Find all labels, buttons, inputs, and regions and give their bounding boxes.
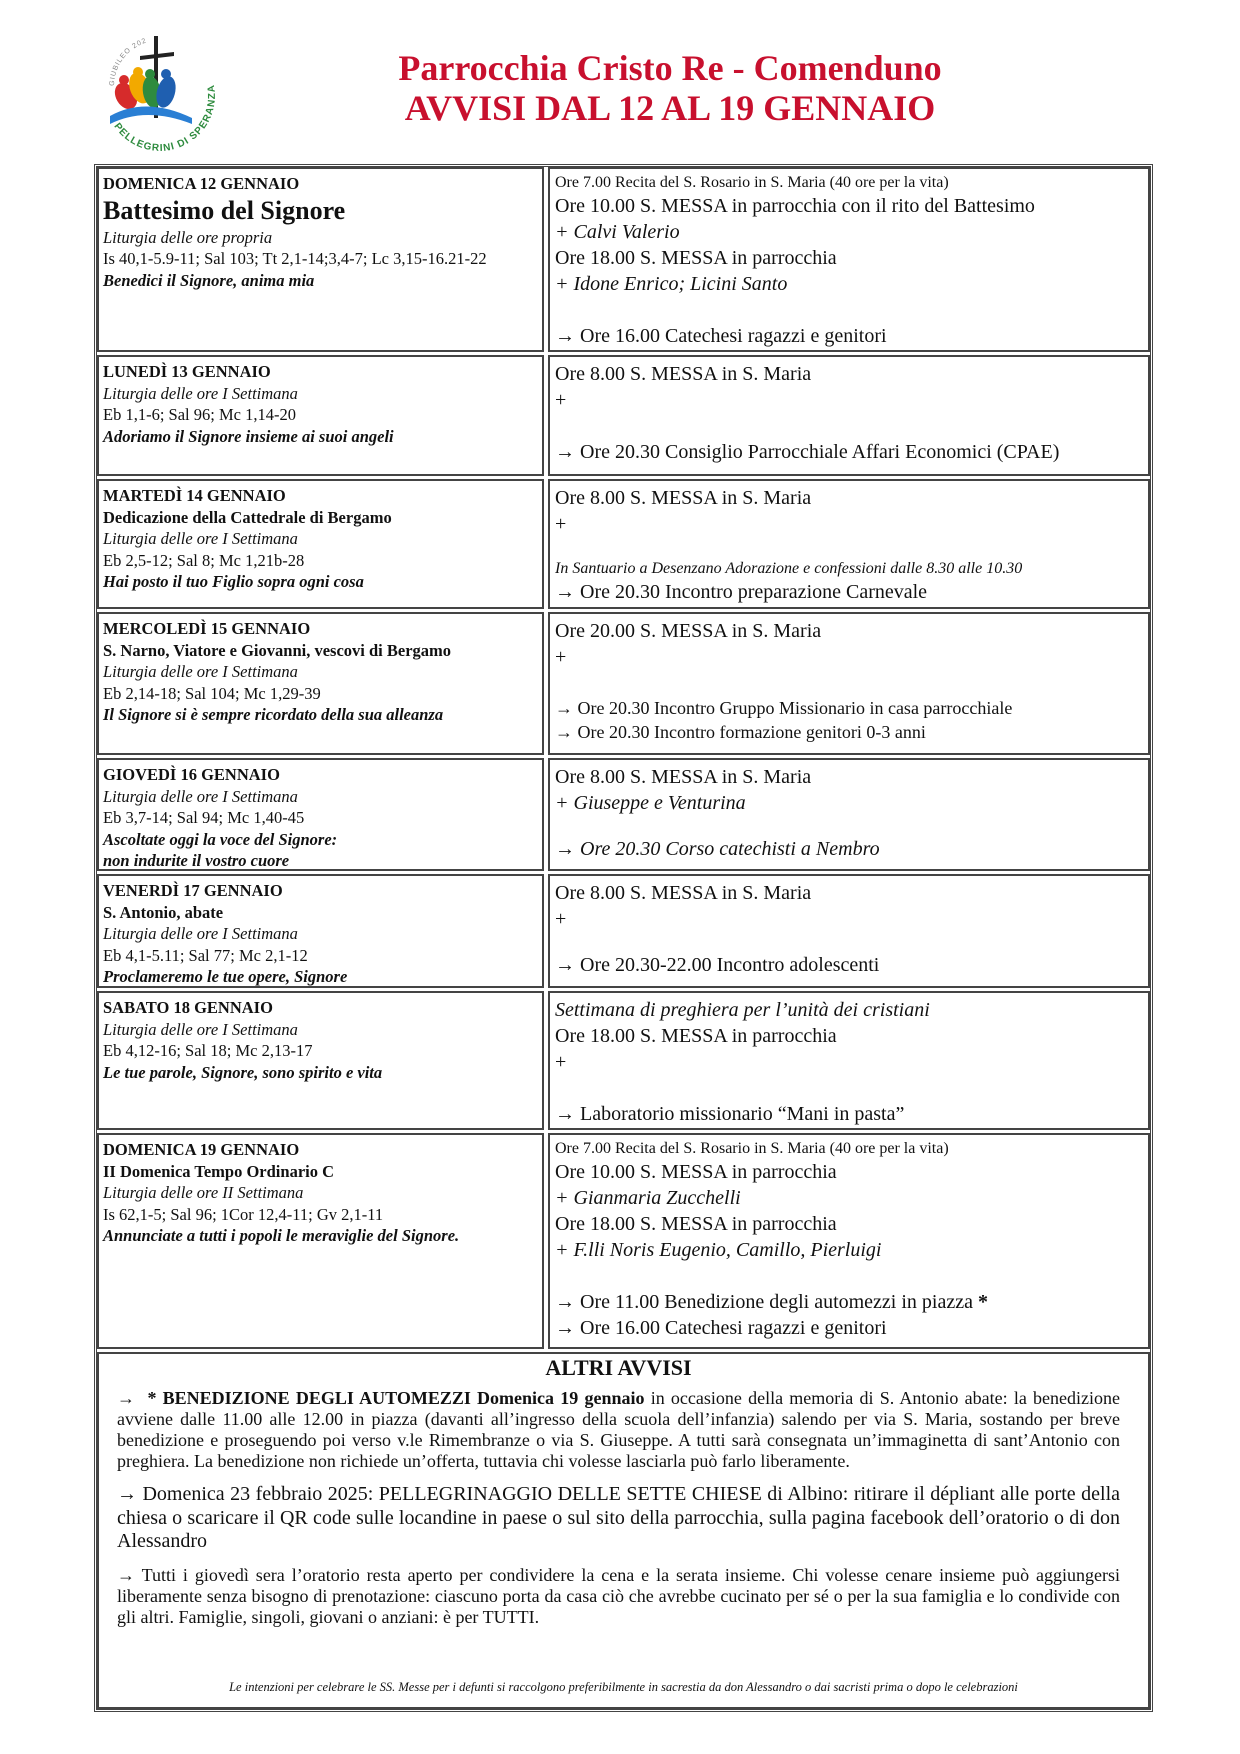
notice-pilgrimage: → Domenica 23 febbraio 2025: PELLEGRINAGGIO DELLE SETTE CHIESE di Albino: ritirare il dépliant alle porte della chiesa o scaricare il QR code sulle locandine in paese o sul sito della parrocchia, sulla pagina facebook dell’oratorio o di don Alessandro xyxy=(117,1483,1120,1552)
notice-vehicles: → * BENEDIZIONE DEGLI AUTOMEZZI Domenica 19 gennaio in occasione della memoria di S. Antonio abate: la benedizione avviene dalle 11.00 alle 12.00 in piazza (davanti all’ingresso della scuola dell’infanzia) salendo per via S. Maria, sostando per breve benedizione e proseguendo poi verso v.le Rimembranze o via S. Giuseppe. A tutti sarà consegnata un’immaginetta di sant’Antonio con preghiera. La benedizione non richiede un’offerta, tuttavia chi volesse lasciarla può farlo liberamente. xyxy=(117,1388,1121,1471)
jubilee-cross-figures-icon xyxy=(96,26,226,156)
day-row-19 xyxy=(97,1133,1150,1349)
rosary-line: Ore 7.00 Recita del S. Rosario in S. Maria (40 ore per la vita) xyxy=(555,1140,949,1157)
day-label: MARTEDÌ 14 GENNAIO xyxy=(103,486,286,505)
notice-oratorio: → Tutti i giovedì sera l’oratorio resta aperto per condividere la cena e la serata insieme. Chi volesse cenare insieme può aggiungersi liberamente senza bisogno di prenotazione: ciascuno porta da casa ciò che avrebbe cucinato per sé o per la sua famiglia e lo condivide con gli altri. Famiglie, singoli, giovani o anziani: è per TUTTI. xyxy=(117,1564,1120,1627)
day-info-cell xyxy=(97,758,544,871)
arrow-icon: → xyxy=(117,1483,137,1505)
mass-line: Ore 18.00 S. MESSA in parrocchia xyxy=(555,247,837,269)
readings: Eb 3,7-14; Sal 94; Mc 1,40-45 xyxy=(103,808,305,827)
arrow-icon: → xyxy=(555,954,575,976)
title-line-1: Parrocchia Cristo Re - Comenduno xyxy=(398,48,942,88)
liturgy-week: Liturgia delle ore I Settimana xyxy=(103,383,298,403)
event-line: → Ore 20.30 Corso catechisti a Nembro xyxy=(555,838,880,860)
arrow-icon: → xyxy=(555,1317,575,1339)
liturgy-week: Liturgia delle ore I Settimana xyxy=(103,924,298,943)
day-label: GIOVEDÌ 16 GENNAIO xyxy=(103,765,280,784)
readings: Is 40,1-5.9-11; Sal 103; Tt 2,1-14;3,4-7; Lc 3,15-16.21-22 xyxy=(103,249,487,268)
mass-line: Ore 18.00 S. MESSA in parrocchia xyxy=(555,1025,837,1047)
intention-line: + F.lli Noris Eugenio, Camillo, Pierluigi xyxy=(555,1239,882,1261)
logo-ring-bottom-text: PELLEGRINI DI SPERANZA xyxy=(111,83,218,155)
other-notices-heading: ALTRI AVVISI xyxy=(545,1355,692,1380)
readings: Eb 4,1-5.11; Sal 77; Mc 2,1-12 xyxy=(103,945,308,965)
arrow-icon: → xyxy=(555,581,575,603)
feast-name: S. Narno, Viatore e Giovanni, vescovi di Bergamo xyxy=(103,640,452,660)
day-row-14 xyxy=(97,479,1150,609)
day-label: MERCOLEDÌ 15 GENNAIO xyxy=(103,619,311,638)
intention-line: + Gianmaria Zucchelli xyxy=(555,1187,741,1209)
title-line-2: AVVISI DAL 12 AL 19 GENNAIO xyxy=(404,88,936,128)
feast-name: S. Antonio, abate xyxy=(103,902,224,922)
readings: Eb 2,14-18; Sal 104; Mc 1,29-39 xyxy=(103,683,321,703)
day-info-cell xyxy=(97,612,544,755)
event-line: → Ore 20.30 Incontro preparazione Carnevale xyxy=(555,581,928,603)
readings: Eb 1,1-6; Sal 96; Mc 1,14-20 xyxy=(103,405,296,424)
schedule-cell xyxy=(548,167,1150,352)
jubilee-logo xyxy=(96,26,226,156)
liturgy-week: Liturgia delle ore I Settimana xyxy=(103,529,298,548)
intention-line: + Calvi Valerio xyxy=(555,221,680,243)
psalm: Ascoltate oggi la voce del Signore: xyxy=(103,829,338,849)
readings: Eb 4,12-16; Sal 18; Mc 2,13-17 xyxy=(103,1041,313,1060)
readings: Is 62,1-5; Sal 96; 1Cor 12,4-11; Gv 2,1-11 xyxy=(103,1204,384,1224)
intention-line: + xyxy=(555,1051,567,1073)
psalm: Annunciate a tutti i popoli le meraviglie del Signore. xyxy=(103,1226,460,1245)
arrow-icon: → xyxy=(555,441,575,463)
event-line: → Ore 20.30 Incontro Gruppo Missionario in casa parrocchiale xyxy=(555,698,1013,718)
psalm: non indurite il vostro cuore xyxy=(103,851,290,870)
mass-line: Ore 10.00 S. MESSA in parrocchia con il rito del Battesimo xyxy=(555,195,1035,217)
day-info-cell xyxy=(97,479,544,609)
feast-name: II Domenica Tempo Ordinario C xyxy=(103,1161,335,1181)
day-row-18 xyxy=(97,991,1150,1130)
event-line: → Ore 20.30-22.00 Incontro adolescenti xyxy=(555,954,880,976)
note-line: In Santuario a Desenzano Adorazione e confessioni dalle 8.30 alle 10.30 xyxy=(555,560,1023,577)
arrow-icon: → xyxy=(555,325,575,347)
day-info-cell xyxy=(97,1133,544,1349)
intention-line: + xyxy=(555,908,567,930)
arrow-icon: → xyxy=(555,698,573,718)
day-info-cell xyxy=(97,355,544,476)
day-label: VENERDÌ 17 GENNAIO xyxy=(103,881,283,900)
note-line: Settimana di preghiera per l’unità dei cristiani xyxy=(555,999,930,1021)
arrow-icon: → xyxy=(555,1291,575,1313)
intention-line: + Giuseppe e Venturina xyxy=(555,792,746,814)
schedule-cell xyxy=(548,355,1150,476)
mass-line: Ore 8.00 S. MESSA in S. Maria xyxy=(555,363,812,385)
day-row-13 xyxy=(97,355,1150,476)
day-label: DOMENICA 19 GENNAIO xyxy=(103,1140,300,1159)
intention-line: + Idone Enrico; Licini Santo xyxy=(555,273,788,295)
logo-ring-top-text: GIUBILEO 202 xyxy=(108,37,148,87)
psalm: Hai posto il tuo Figlio sopra ogni cosa xyxy=(103,572,364,591)
day-row-16 xyxy=(97,758,1150,871)
readings: Eb 2,5-12; Sal 8; Mc 1,21b-28 xyxy=(103,550,305,570)
event-line: → Ore 20.30 Consiglio Parrocchiale Affari Economici (CPAE) xyxy=(555,441,1060,463)
liturgy-week: Liturgia delle ore propria xyxy=(103,227,273,247)
day-info-cell xyxy=(97,167,544,352)
schedule-cell xyxy=(548,479,1150,609)
psalm: Benedici il Signore, anima mia xyxy=(103,270,315,290)
mass-line: Ore 8.00 S. MESSA in S. Maria xyxy=(555,766,812,788)
liturgy-week: Liturgia delle ore I Settimana xyxy=(103,786,298,806)
day-row-15 xyxy=(97,612,1150,755)
schedule-cell xyxy=(548,612,1150,755)
psalm: Il Signore si è sempre ricordato della sua alleanza xyxy=(103,705,444,724)
mass-line: Ore 10.00 S. MESSA in parrocchia xyxy=(555,1161,837,1183)
page-title xyxy=(270,48,1070,128)
event-line: → Ore 16.00 Catechesi ragazzi e genitori xyxy=(555,1317,887,1339)
day-row-12 xyxy=(97,167,1150,352)
arrow-icon: → xyxy=(555,1103,575,1125)
intention-line: + xyxy=(555,389,567,411)
schedule-cell xyxy=(548,758,1150,871)
event-line: → Ore 20.30 Incontro formazione genitori 0-3 anni xyxy=(555,722,926,742)
mass-line: Ore 8.00 S. MESSA in S. Maria xyxy=(555,882,812,904)
event-line: → Laboratorio missionario “Mani in pasta” xyxy=(555,1103,905,1125)
psalm: Proclameremo le tue opere, Signore xyxy=(103,967,348,986)
footer-note: Le intenzioni per celebrare le SS. Messe per i defunti si raccolgono preferibilmente in sacrestia da don Alessandro o dai sacristi prima o dopo le celebrazioni xyxy=(229,1680,1018,1694)
intention-line: + xyxy=(555,513,567,535)
day-label: SABATO 18 GENNAIO xyxy=(103,998,273,1017)
day-label: DOMENICA 12 GENNAIO xyxy=(103,174,300,193)
event-line: → Ore 16.00 Catechesi ragazzi e genitori xyxy=(555,325,887,347)
event-line: → Ore 11.00 Benedizione degli automezzi in piazza * xyxy=(555,1291,988,1313)
day-info-cell xyxy=(97,874,544,988)
arrow-icon: → xyxy=(555,838,575,860)
schedule-cell xyxy=(548,1133,1150,1349)
mass-line: Ore 8.00 S. MESSA in S. Maria xyxy=(555,487,812,509)
schedule-cell xyxy=(548,874,1150,988)
mass-line: Ore 18.00 S. MESSA in parrocchia xyxy=(555,1213,837,1235)
schedule-cell xyxy=(548,991,1150,1130)
feast-name: Dedicazione della Cattedrale di Bergamo xyxy=(103,507,392,527)
liturgy-week: Liturgia delle ore I Settimana xyxy=(103,662,298,681)
arrow-icon: → xyxy=(555,722,573,742)
arrow-icon: → xyxy=(117,1564,135,1585)
day-info-cell xyxy=(97,991,544,1130)
liturgy-week: Liturgia delle ore I Settimana xyxy=(103,1019,298,1039)
rosary-line: Ore 7.00 Recita del S. Rosario in S. Maria (40 ore per la vita) xyxy=(555,174,949,191)
intention-line: + xyxy=(555,646,567,668)
liturgy-week: Liturgia delle ore II Settimana xyxy=(103,1183,304,1202)
arrow-icon: → xyxy=(117,1388,135,1408)
day-row-17 xyxy=(97,874,1150,988)
mass-line: Ore 20.00 S. MESSA in S. Maria xyxy=(555,620,822,642)
feast-name: Battesimo del Signore xyxy=(103,195,346,225)
day-label: LUNEDÌ 13 GENNAIO xyxy=(103,362,271,381)
other-notices xyxy=(97,1352,1150,1709)
psalm: Adoriamo il Signore insieme ai suoi angeli xyxy=(103,426,394,446)
psalm: Le tue parole, Signore, sono spirito e vita xyxy=(103,1062,383,1082)
